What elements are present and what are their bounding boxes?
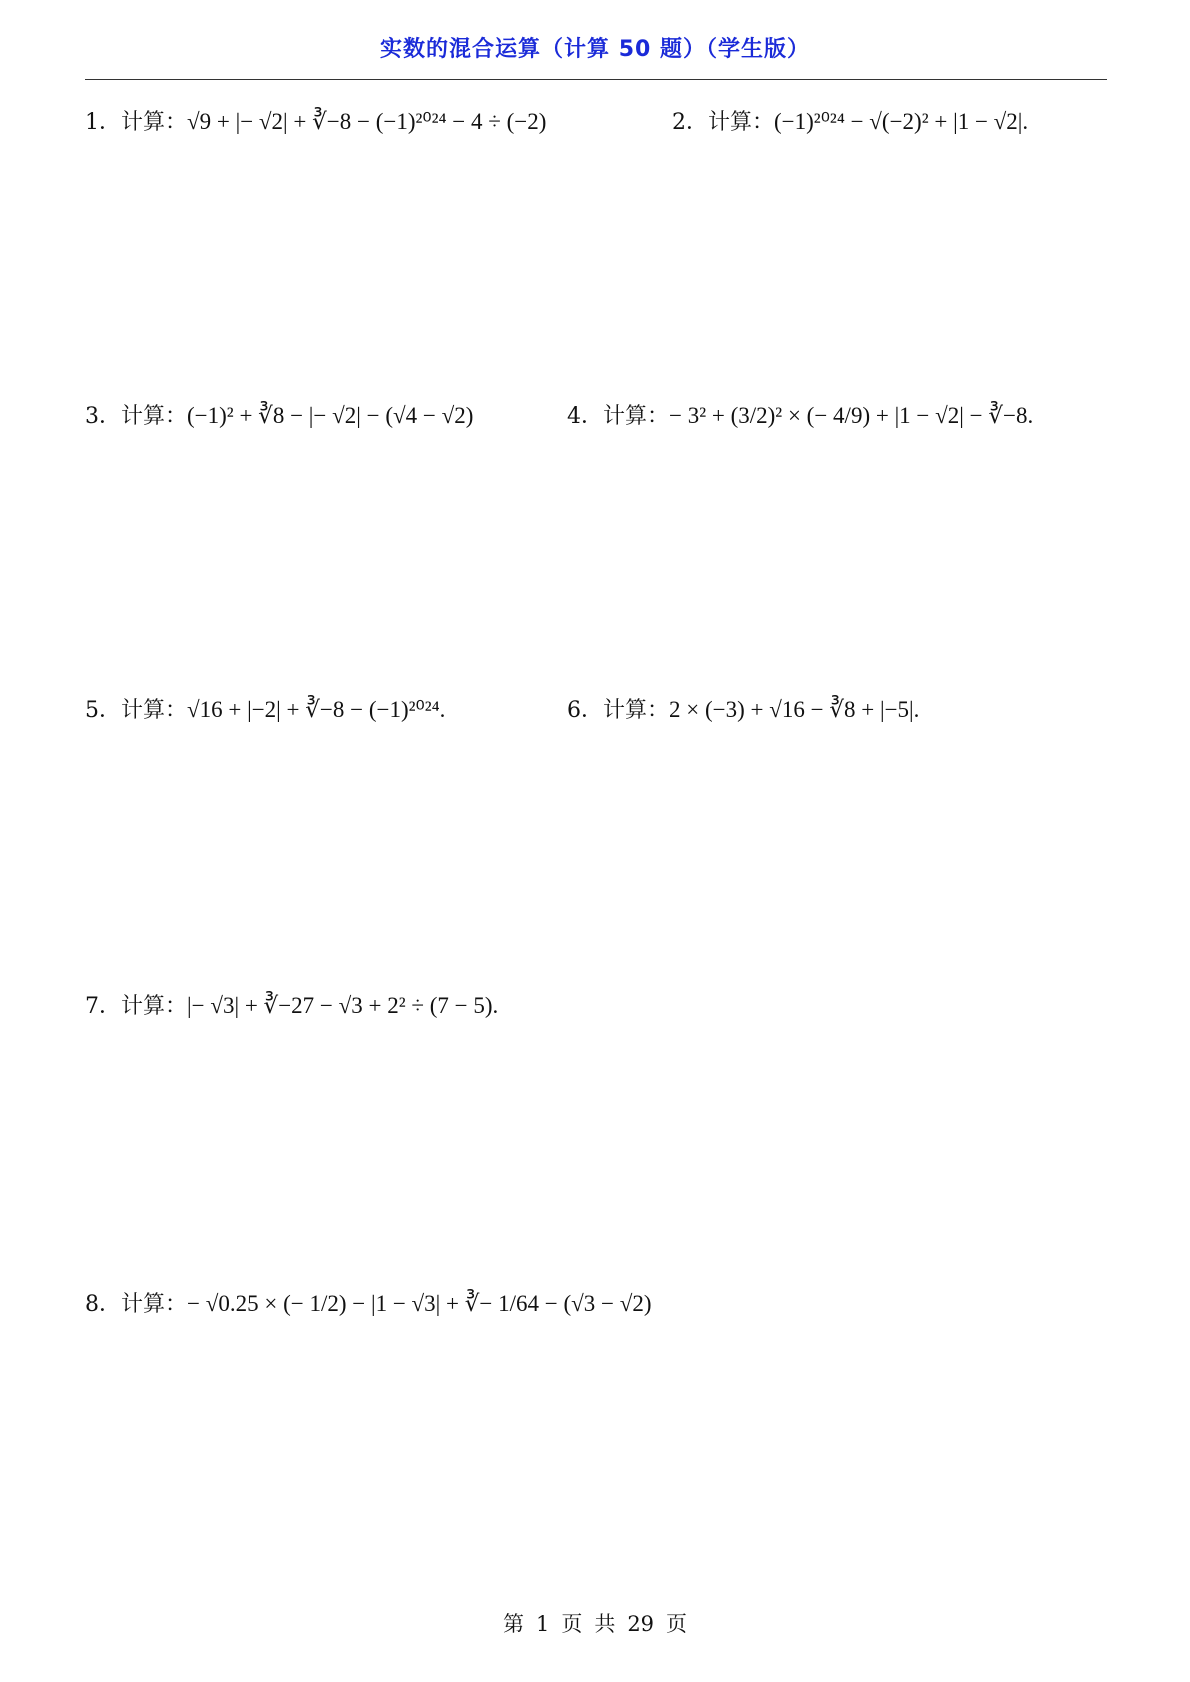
problem-expression: √16 + |−2| + ∛−8 − (−1)²⁰²⁴.: [187, 697, 446, 722]
footer-total-prefix: 共: [594, 1612, 616, 1636]
page-title: 实数的混合运算（计算 50 题）（学生版）: [380, 37, 810, 62]
footer-page-suffix: 页: [666, 1612, 688, 1636]
problem-expression: (−1)² + ∛8 − |− √2| − (√4 − √2): [187, 403, 474, 428]
problem-number: 3．: [85, 404, 121, 429]
problem-expression: (−1)²⁰²⁴ − √(−2)² + |1 − √2|.: [774, 109, 1029, 134]
problem-number: 8．: [85, 1292, 121, 1317]
problem-4: [567, 396, 1033, 437]
problem-7: [85, 986, 498, 1027]
problem-number: 5．: [85, 698, 121, 723]
problem-number: 4．: [567, 404, 603, 429]
problem-label: 计算：: [121, 698, 188, 723]
footer-page-prefix: 第: [502, 1612, 524, 1636]
problem-expression: 2 × (−3) + √16 − ∛8 + |−5|.: [669, 697, 920, 722]
problem-label: 计算：: [121, 1292, 188, 1317]
problem-2: [672, 102, 1028, 143]
problem-expression: |− √3| + ∛−27 − √3 + 2² ÷ (7 − 5).: [187, 993, 499, 1018]
problem-number: 6．: [567, 698, 603, 723]
problem-label: 计算：: [603, 404, 670, 429]
problem-8: [85, 1284, 652, 1325]
problem-expression: − √0.25 × (− 1/2) − |1 − √3| + ∛− 1/64 − (√3 − √2): [187, 1291, 652, 1316]
footer-current-page: 1: [535, 1612, 550, 1636]
problem-label: 计算：: [121, 404, 188, 429]
problem-6: [567, 690, 919, 731]
problem-expression: − 3² + (3/2)² × (− 4/9) + |1 − √2| − ∛−8.: [669, 403, 1034, 428]
footer-page-word: 页: [561, 1612, 583, 1636]
problem-number: 7．: [85, 994, 121, 1019]
problem-label: 计算：: [121, 994, 188, 1019]
problem-label: 计算：: [121, 110, 188, 135]
problem-number: 1．: [85, 110, 121, 135]
footer-total-pages: 29: [627, 1612, 655, 1636]
problem-expression: √9 + |− √2| + ∛−8 − (−1)²⁰²⁴ − 4 ÷ (−2): [187, 109, 547, 134]
problem-label: 计算：: [708, 110, 775, 135]
problem-5: [85, 690, 445, 731]
problem-number: 2．: [672, 110, 708, 135]
header-divider: [85, 79, 1107, 80]
problem-label: 计算：: [603, 698, 670, 723]
problem-1: [85, 102, 546, 143]
page-footer: [0, 1608, 1190, 1638]
problem-3: [85, 396, 473, 437]
